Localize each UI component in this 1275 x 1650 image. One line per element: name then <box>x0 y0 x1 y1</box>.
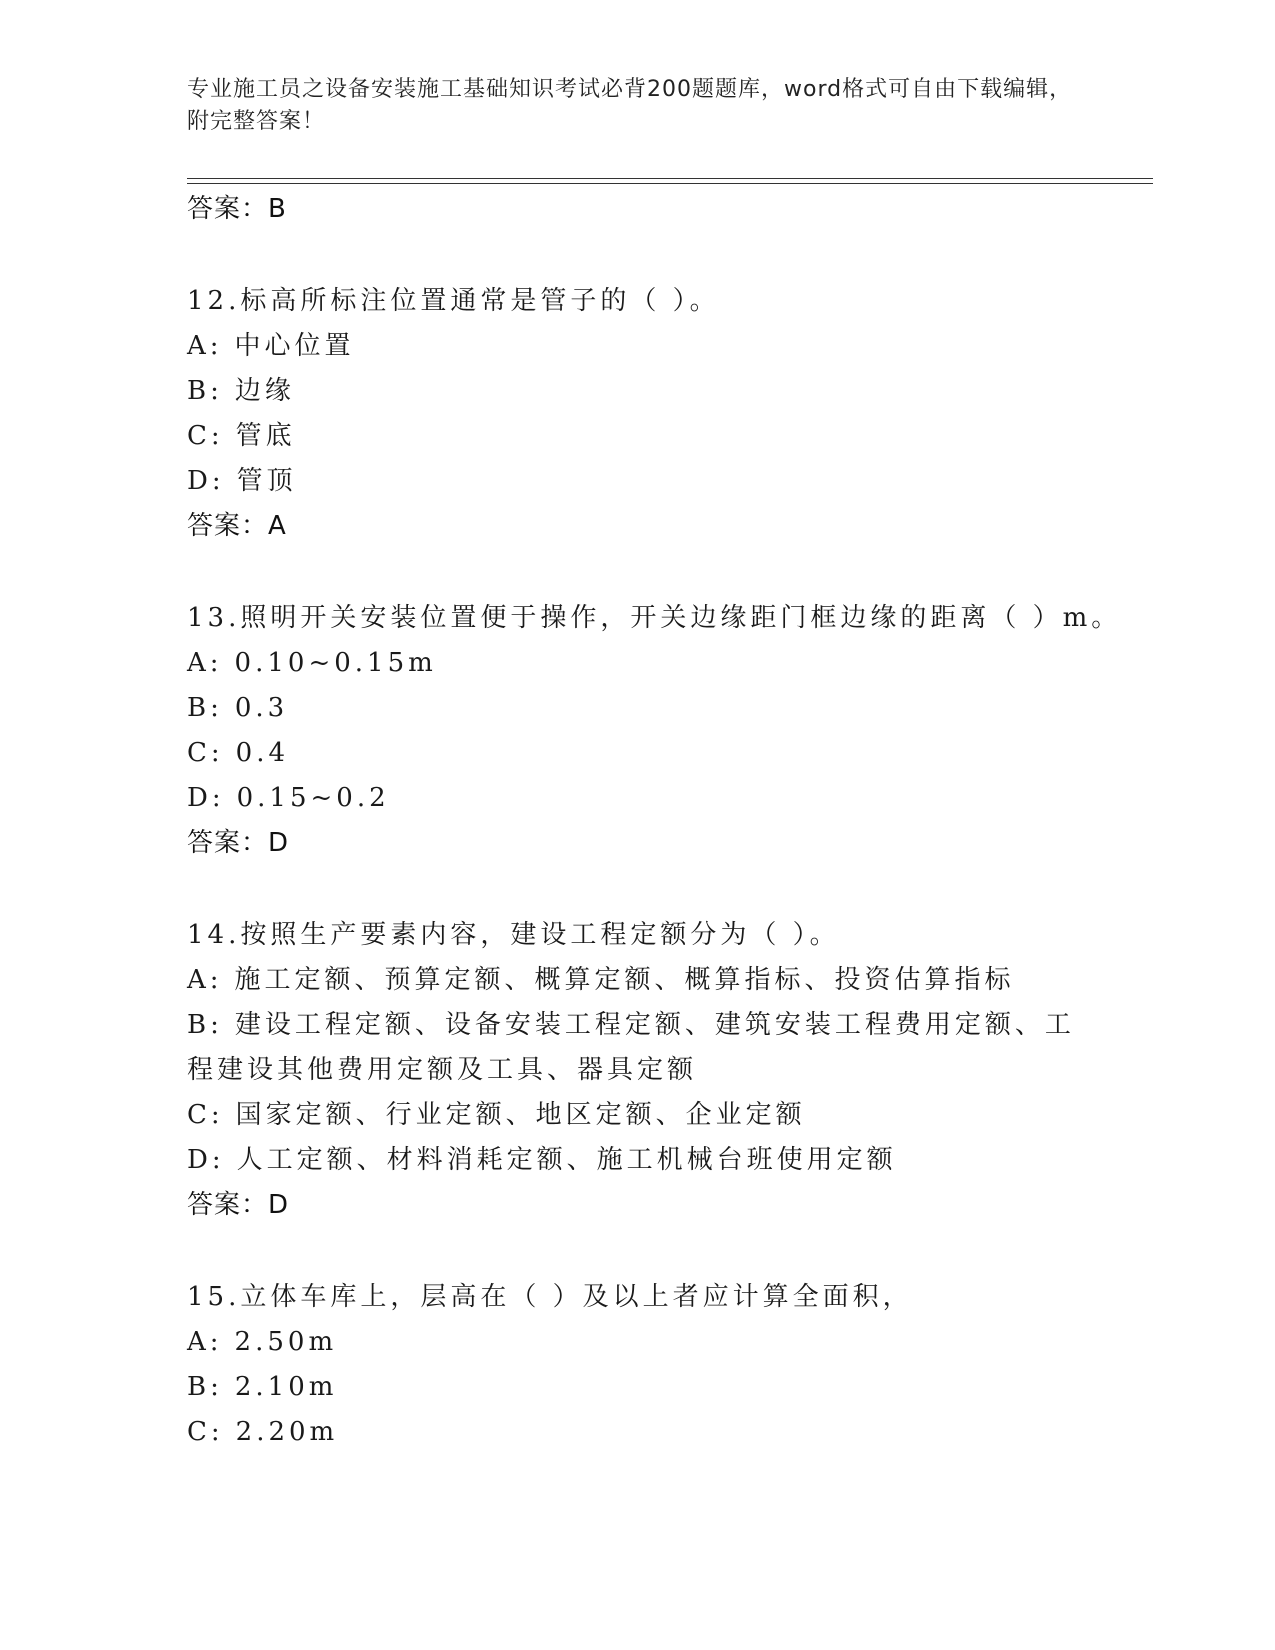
document-header: 专业施工员之设备安装施工基础知识考试必背200题题库，word格式可自由下载编辑，附完整答案！ <box>187 77 1073 134</box>
option-text: 2.50m <box>234 1327 338 1357</box>
option-line <box>187 641 1087 686</box>
option-key: D: <box>187 783 225 813</box>
question-stem: 14.按照生产要素内容，建设工程定额分为（ ）。 <box>187 920 840 950</box>
answer-line: 答案：D <box>187 828 290 858</box>
question-stem: 15.立体车库上，层高在（ ）及以上者应计算全面积， <box>187 1282 913 1312</box>
option-line <box>187 459 1087 504</box>
option-line <box>187 1003 1087 1093</box>
option-text: 中心位置 <box>234 331 355 361</box>
option-text: 国家定额、行业定额、地区定额、企业定额 <box>235 1100 806 1130</box>
question-block <box>187 596 1122 866</box>
option-line <box>187 1365 1087 1410</box>
option-key: D: <box>187 466 225 496</box>
option-text: 0.4 <box>235 738 290 768</box>
option-text: 0.10~0.15m <box>234 648 437 678</box>
option-key: A: <box>187 648 223 678</box>
option-key: A: <box>187 965 223 995</box>
option-text: 0.3 <box>234 693 289 723</box>
option-line <box>187 731 1087 776</box>
option-text: 边缘 <box>234 376 295 406</box>
option-key: B: <box>187 376 223 406</box>
option-key: C: <box>187 738 224 768</box>
option-line <box>187 414 1087 459</box>
option-key: A: <box>187 1327 223 1357</box>
option-line <box>187 686 1087 731</box>
option-text: 建设工程定额、设备安装工程定额、建筑安装工程费用定额、工程建设其他费用定额及工具、器具定额 <box>187 1010 1075 1085</box>
question-block <box>187 913 1087 1228</box>
option-text: 管顶 <box>236 466 297 496</box>
option-text: 管底 <box>235 421 296 451</box>
option-text: 2.10m <box>234 1372 338 1402</box>
option-key: D: <box>187 1145 225 1175</box>
answer-line: 答案：D <box>187 1190 290 1220</box>
question-list <box>187 187 1122 1455</box>
question-stem: 13.照明开关安装位置便于操作，开关边缘距门框边缘的距离（ ）m。 <box>187 603 1122 633</box>
answer-line: 答案：A <box>187 511 287 541</box>
question-block <box>187 279 1087 549</box>
option-line <box>187 1093 1087 1138</box>
option-line <box>187 958 1087 1003</box>
option-key: A: <box>187 331 223 361</box>
option-key: C: <box>187 1417 224 1447</box>
option-line <box>187 776 1087 821</box>
option-text: 人工定额、材料消耗定额、施工机械台班使用定额 <box>236 1145 897 1175</box>
option-text: 2.20m <box>235 1417 339 1447</box>
option-line <box>187 369 1087 414</box>
header-rule-top <box>187 178 1153 179</box>
option-line <box>187 1320 1087 1365</box>
option-key: C: <box>187 1100 224 1130</box>
question-block <box>187 1275 1087 1455</box>
answer-line: 答案：B <box>187 194 287 224</box>
option-key: B: <box>187 1010 223 1040</box>
option-line <box>187 1138 1087 1183</box>
option-text: 0.15~0.2 <box>236 783 390 813</box>
option-key: B: <box>187 1372 223 1402</box>
header-rule-bottom <box>187 183 1153 184</box>
question-stem: 12.标高所标注位置通常是管子的（ ）。 <box>187 286 720 316</box>
option-key: C: <box>187 421 224 451</box>
option-line <box>187 324 1087 369</box>
option-line <box>187 1410 1087 1455</box>
option-text: 施工定额、预算定额、概算定额、概算指标、投资估算指标 <box>234 965 1015 995</box>
option-key: B: <box>187 693 223 723</box>
